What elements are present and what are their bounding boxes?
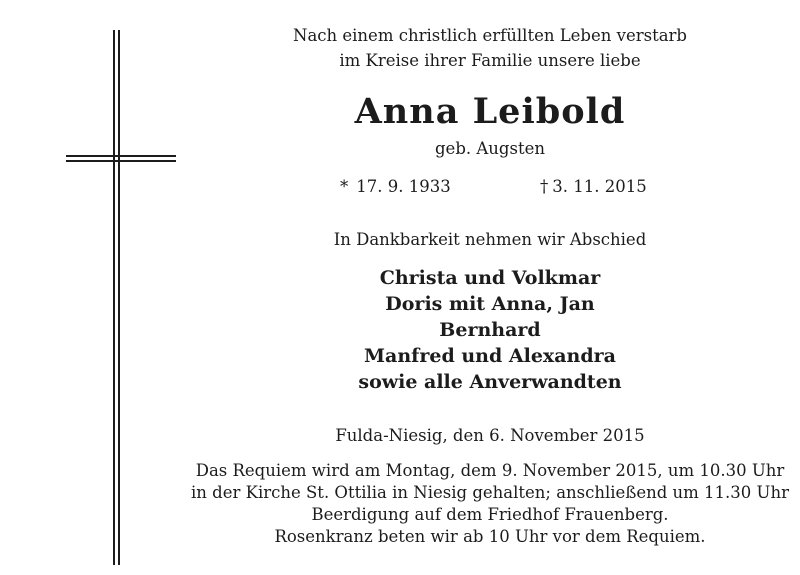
service-line: Beerdigung auf dem Friedhof Frauenberg. (311, 505, 669, 524)
intro-text (180, 23, 800, 73)
place-date: Fulda-Niesig, den 6. November 2015 (335, 426, 645, 445)
service-details (180, 460, 800, 548)
service-line: Rosenkranz beten wir ab 10 Uhr vor dem Requiem. (274, 527, 706, 546)
service-line: in der Kirche St. Ottilia in Niesig gehalten; anschließend um 11.30 Uhr (191, 483, 789, 502)
birth-date-group (340, 175, 451, 199)
intro-line: im Kreise ihrer Familie unsere liebe (339, 51, 641, 70)
intro-line: Nach einem christlich erfüllten Leben verstarb (293, 26, 687, 45)
birth-name: geb. Augsten (435, 139, 545, 158)
death-dagger-icon: † (540, 177, 549, 196)
deceased-name: Anna Leibold (354, 91, 626, 132)
birth-star-icon: * (340, 177, 349, 196)
mourner-line: Manfred und Alexandra (364, 345, 616, 367)
life-dates (300, 175, 660, 199)
birth-date: 17. 9. 1933 (356, 177, 451, 196)
mourner-line: sowie alle Anverwandten (358, 371, 622, 393)
death-date: 3. 11. 2015 (552, 177, 647, 196)
mourner-line: Christa und Volkmar (379, 267, 601, 289)
mourners-list (180, 265, 800, 395)
mourner-line: Bernhard (439, 319, 541, 341)
cross-icon (66, 30, 176, 565)
mourner-line: Doris mit Anna, Jan (385, 293, 595, 315)
service-line: Das Requiem wird am Montag, dem 9. November 2015, um 10.30 Uhr (195, 461, 785, 480)
farewell-text: In Dankbarkeit nehmen wir Abschied (333, 230, 647, 249)
death-date-group (540, 175, 647, 199)
